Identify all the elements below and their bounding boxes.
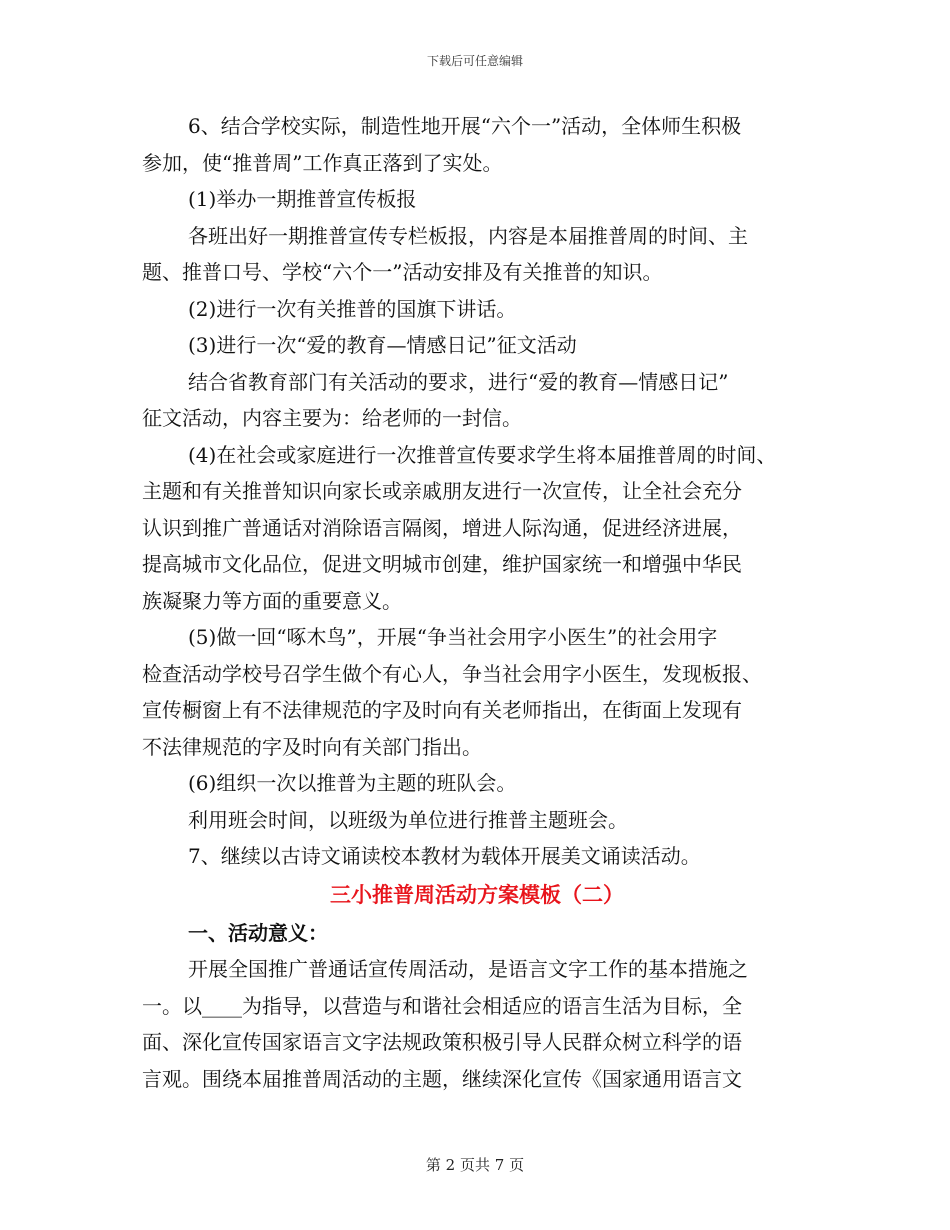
text-line: 认识到推广普通话对消除语言隔阂，增进人际沟通，促进经济进展， [142, 515, 742, 540]
text-line: 各班出好一期推普宣传专栏板报，内容是本届推普周的时间、主 [188, 223, 748, 248]
text-line: 提高城市文化品位，促进文明城市创建，维护国家统一和增强中华民 [142, 552, 742, 576]
text-line: 面、深化宣传国家语言文字法规政策积极引导人民群众树立科学的语 [142, 1030, 742, 1054]
text-line: 参加，使“推普周”工作真正落到了实处。 [142, 150, 503, 175]
text-line: (6)组织一次以推普为主题的班队会。 [188, 771, 517, 795]
text-line: (3)进行一次“爱的教育—情感日记”征文活动 [188, 333, 577, 357]
section-title: 三小推普周活动方案模板（二） [330, 882, 624, 907]
page-footer: 第 2 页共 7 页 [425, 1156, 525, 1174]
text-line: 检查活动学校号召学生做个有心人，争当社会用字小医生，发现板报、 [142, 661, 762, 686]
document-body [142, 108, 812, 1097]
paragraph-block-significance [142, 951, 812, 1097]
text-line: 言观。围绕本届推普周活动的主题，继续深化宣传《国家通用语言文 [142, 1066, 742, 1091]
text-line: 征文活动，内容主要为：给老师的一封信。 [142, 406, 522, 430]
text-line: 不法律规范的字及时向有关部门指出。 [142, 734, 482, 759]
text-line: 利用班会时间，以班级为单位进行推普主题班会。 [188, 807, 628, 832]
text-line: (4)在社会或家庭进行一次推普宣传要求学生将本届推普周的时间、 [188, 442, 777, 467]
text-line: 一。以____为指导，以营造与和谐社会相适应的语言生活为目标，全 [142, 993, 742, 1018]
text-line: 题、推普口号、学校“六个一”活动安排及有关推普的知识。 [142, 260, 663, 284]
text-line: 宣传橱窗上有不法律规范的字及时向有关老师指出，在街面上发现有 [142, 698, 742, 722]
text-line: 结合省教育部门有关活动的要求，进行“爱的教育—情感日记” [188, 369, 729, 394]
text-line: 7、继续以古诗文诵读校本教材为载体开展美文诵读活动。 [188, 844, 701, 868]
text-line: (1)举办一期推普宣传板报 [188, 187, 417, 211]
text-line: (5)做一回“啄木鸟”，开展“争当社会用字小医生”的社会用字 [188, 625, 718, 649]
text-line: 开展全国推广普通话宣传周活动，是语言文字工作的基本措施之 [188, 957, 748, 981]
subsection-title: 一、活动意义： [188, 920, 328, 945]
text-line: 6、结合学校实际，制造性地开展“六个一”活动，全体师生积极 [188, 114, 742, 138]
text-line: 族凝聚力等方面的重要意义。 [142, 588, 402, 613]
page-header: 下载后可任意编辑 [426, 54, 523, 68]
paragraph-block-activities [142, 108, 812, 875]
text-line: (2)进行一次有关推普的国旗下讲话。 [188, 296, 517, 321]
text-line: 主题和有关推普知识向家长或亲戚朋友进行一次宣传，让全社会充分 [142, 479, 742, 503]
